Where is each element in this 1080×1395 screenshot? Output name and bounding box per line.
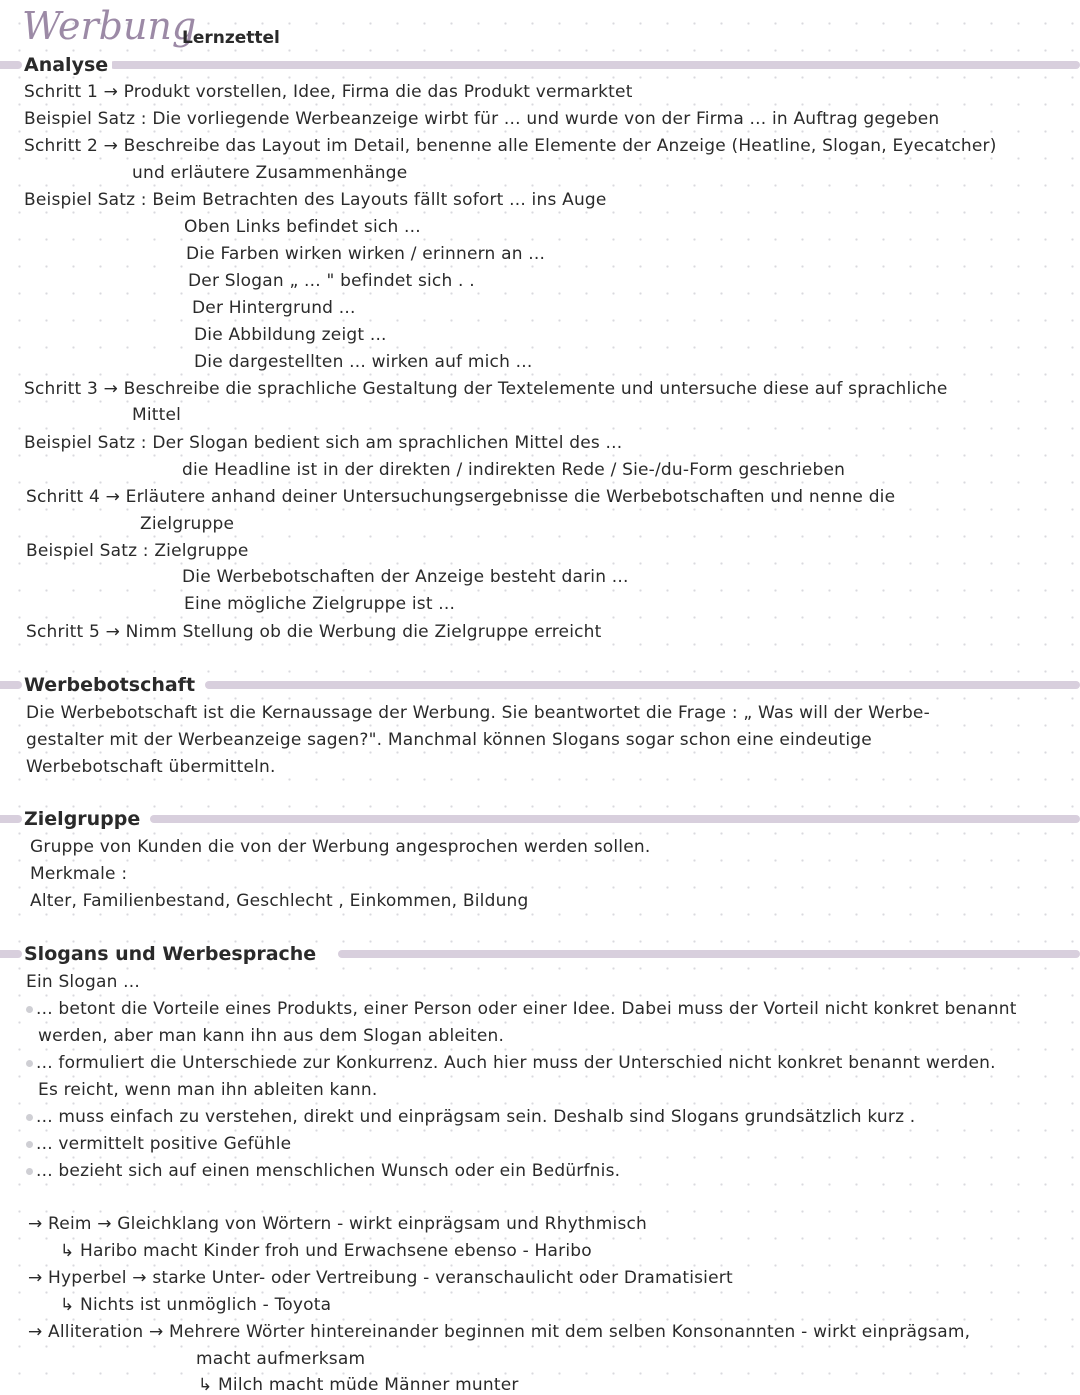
bullet-dot <box>26 1141 33 1148</box>
text-line: gestalter mit der Werbeanzeige sagen?". Manchmal können Slogans sogar schon eine eindeutige <box>26 730 872 750</box>
text-line: Beispiel Satz : Die vorliegende Werbeanzeige wirbt für ... und wurde von der Firma ... in Auftrag gegeben <box>24 109 940 129</box>
text-line: Beispiel Satz : Beim Betrachten des Layouts fällt sofort ... ins Auge <box>24 190 607 210</box>
list-item-text: ... muss einfach zu verstehen, direkt und einprägsam sein. Deshalb sind Slogans grundsätzlich kurz . <box>36 1107 916 1127</box>
text-line: Alter, Familienbestand, Geschlecht , Einkommen, Bildung <box>30 891 529 911</box>
text-line: Werbebotschaft übermitteln. <box>26 757 276 777</box>
text-line: Beispiel Satz : Der Slogan bedient sich am sprachlichen Mittel des ... <box>24 433 623 453</box>
text-line: Schritt 3 → Beschreibe die sprachliche Gestaltung der Textelemente und untersuche diese auf sprachliche <box>24 379 948 399</box>
text-line: ↳ Haribo macht Kinder froh und Erwachsene ebenso - Haribo <box>60 1241 592 1261</box>
bullet-dot <box>26 1168 33 1175</box>
section-heading-slogans: Slogans und Werbesprache <box>24 943 320 965</box>
text-line: Schritt 1 → Produkt vorstellen, Idee, Firma die das Produkt vermarktet <box>24 82 633 102</box>
section-heading-werbebotschaft: Werbebotschaft <box>24 674 199 696</box>
section-bar <box>150 815 1080 823</box>
list-item-text: ... vermittelt positive Gefühle <box>36 1134 292 1154</box>
list-item-text: ... betont die Vorteile eines Produkts, einer Person oder einer Idee. Dabei muss der Vorteil nicht konkret benannt <box>36 999 1017 1019</box>
section-bar-left <box>0 681 22 689</box>
text-line: ↳ Nichts ist unmöglich - Toyota <box>60 1295 332 1315</box>
text-line: Gruppe von Kunden die von der Werbung angesprochen werden sollen. <box>30 837 651 857</box>
list-item <box>26 1134 291 1154</box>
text-line: Die Abbildung zeigt ... <box>194 325 387 345</box>
bullet-dot <box>26 1060 33 1067</box>
text-line: Schritt 4 → Erläutere anhand deiner Untersuchungsergebnisse die Werbebotschaften und nenne die <box>26 487 896 507</box>
page-subtitle: Lernzettel <box>182 28 280 48</box>
text-line: die Headline ist in der direkten / indirekten Rede / Sie-/du-Form geschrieben <box>182 460 846 480</box>
section-heading-analyse: Analyse <box>24 54 112 76</box>
section-bar-left <box>0 61 22 69</box>
section-bar-left <box>0 815 22 823</box>
section-heading-zielgruppe: Zielgruppe <box>24 808 144 830</box>
text-line: Oben Links befindet sich ... <box>184 217 421 237</box>
text-line: Beispiel Satz : Zielgruppe <box>26 541 249 561</box>
text-line: ↳ Milch macht müde Männer munter <box>198 1375 519 1395</box>
bullet-dot <box>26 1114 33 1121</box>
section-bar <box>110 61 1080 69</box>
text-line: Die Werbebotschaft ist die Kernaussage der Werbung. Sie beantwortet die Frage : „ Was will der Werbe- <box>26 703 930 723</box>
text-line: Die dargestellten ... wirken auf mich ... <box>194 352 533 372</box>
text-line: Der Hintergrund ... <box>192 298 356 318</box>
text-line: Der Slogan „ ... " befindet sich . . <box>188 271 475 291</box>
list-item <box>26 1053 996 1073</box>
text-line: Die Werbebotschaften der Anzeige besteht darin ... <box>182 567 629 587</box>
text-line: Ein Slogan ... <box>26 972 140 992</box>
bullet-dot <box>26 1006 33 1013</box>
text-line: Es reicht, wenn man ihn ableiten kann. <box>38 1080 378 1100</box>
list-item-text: ... bezieht sich auf einen menschlichen Wunsch oder ein Bedürfnis. <box>36 1161 621 1181</box>
text-line: werden, aber man kann ihn aus dem Slogan ableiten. <box>38 1026 505 1046</box>
text-line: Zielgruppe <box>140 514 235 534</box>
section-bar-left <box>0 950 22 958</box>
text-line: Eine mögliche Zielgruppe ist ... <box>184 594 456 614</box>
list-item-text: ... formuliert die Unterschiede zur Konkurrenz. Auch hier muss der Unterschied nicht konkret benannt werden. <box>36 1053 996 1073</box>
text-line: → Alliteration → Mehrere Wörter hintereinander beginnen mit dem selben Konsonannten - wirkt einprägsam, <box>28 1322 971 1342</box>
text-line: Mittel <box>132 405 182 425</box>
section-bar <box>205 681 1080 689</box>
text-line: → Hyperbel → starke Unter- oder Vertreibung - veranschaulicht oder Dramatisiert <box>28 1268 733 1288</box>
list-item <box>26 1107 915 1127</box>
text-line: Die Farben wirken wirken / erinnern an ... <box>186 244 546 264</box>
list-item <box>26 1161 620 1181</box>
page-title: Werbung <box>22 4 197 48</box>
text-line: Merkmale : <box>30 864 128 884</box>
text-line: Schritt 2 → Beschreibe das Layout im Detail, benenne alle Elemente der Anzeige (Heatline, Slogan, Eyecatcher) <box>24 136 997 156</box>
text-line: macht aufmerksam <box>196 1349 366 1369</box>
text-line: → Reim → Gleichklang von Wörtern - wirkt einprägsam und Rhythmisch <box>28 1214 648 1234</box>
text-line: Schritt 5 → Nimm Stellung ob die Werbung die Zielgruppe erreicht <box>26 622 602 642</box>
text-line: und erläutere Zusammenhänge <box>132 163 408 183</box>
list-item <box>26 999 1017 1019</box>
section-bar <box>338 950 1080 958</box>
